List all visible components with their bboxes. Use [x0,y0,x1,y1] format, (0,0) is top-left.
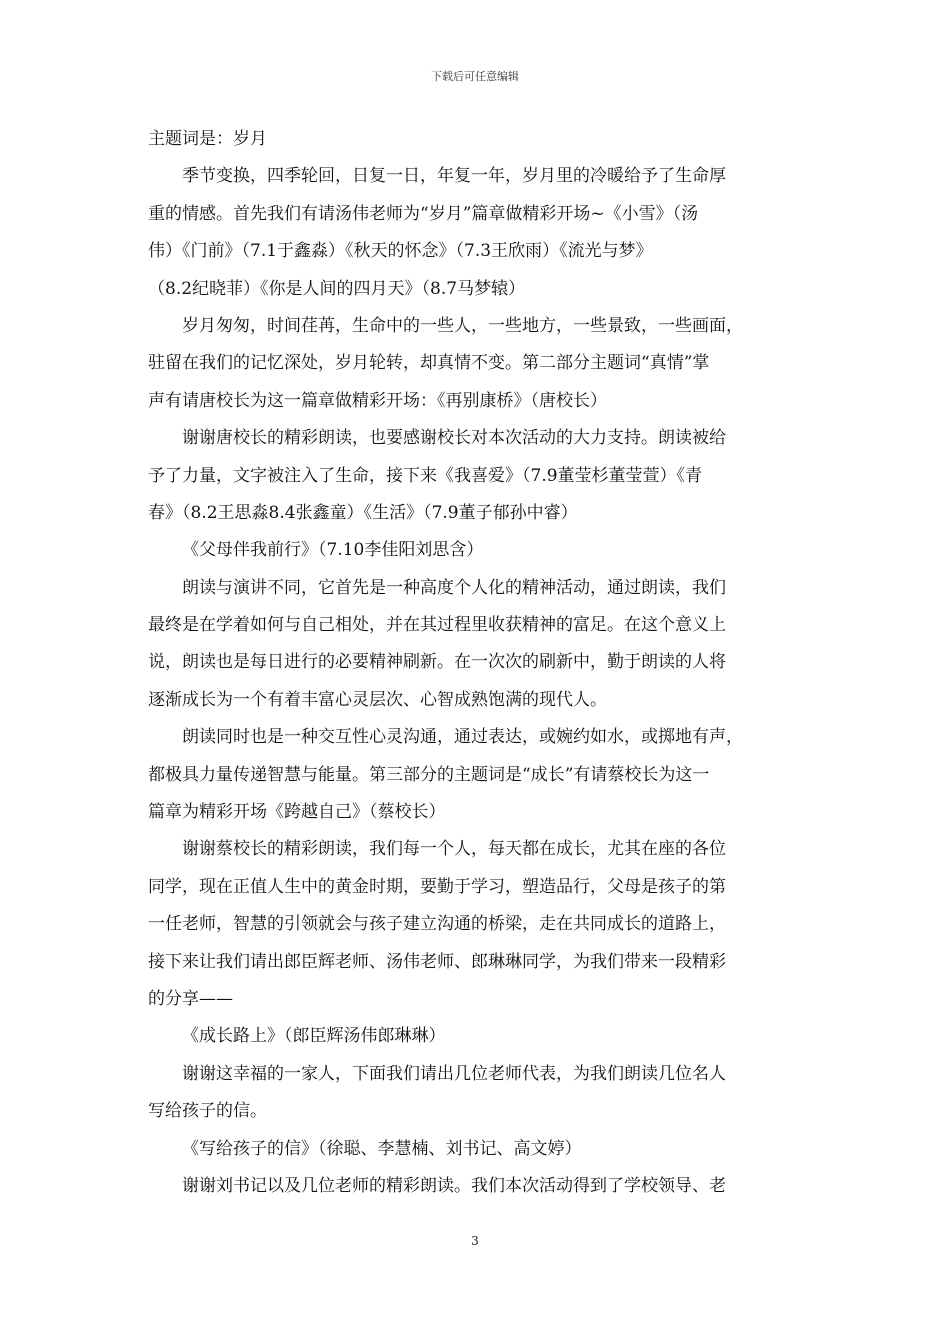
text-line: 一任老师，智慧的引领就会与孩子建立沟通的桥梁，走在共同成长的道路上， [148,914,726,935]
text-line: 最终是在学着如何与自己相处，并在其过程里收获精神的富足。在这个意义上 [148,615,726,636]
text-line: （8.2纪晓菲）《你是人间的四月天》（8.7马梦辕） [148,278,526,299]
text-line: 同学，现在正值人生中的黄金时期，要勤于学习，塑造品行，父母是孩子的第 [148,876,726,897]
text-line: 《写给孩子的信》（徐聪、李慧楠、刘书记、高文婷） [182,1138,582,1159]
text-line: 季节变换，四季轮回，日复一日，年复一年，岁月里的冷暖给予了生命厚 [182,166,726,187]
text-line: 驻留在我们的记忆深处，岁月轮转，却真情不变。第二部分主题词“真情”掌 [148,353,710,374]
text-line: 伟）《门前》（7.1于鑫淼）《秋天的怀念》（7.3王欣雨）《流光与梦》 [148,241,653,262]
text-line: 朗读与演讲不同，它首先是一种高度个人化的精神活动，通过朗读，我们 [182,577,726,598]
text-line: 重的情感。首先我们有请汤伟老师为“岁月”篇章做精彩开场~《小雪》（汤 [148,203,699,224]
text-line: 《父母伴我前行》（7.10李佳阳刘思含） [182,540,484,561]
text-line: 主题词是：岁月 [148,129,267,149]
text-line: 写给孩子的信。 [148,1101,267,1122]
text-line: 岁月匆匆，时间荏苒，生命中的一些人，一些地方，一些景致，一些画面， [182,315,743,336]
text-line: 接下来让我们请出郎臣辉老师、汤伟老师、郎琳琳同学，为我们带来一段精彩 [148,951,726,972]
text-line: 春》（8.2王思淼8.4张鑫童）《生活》（7.9董子郁孙中睿） [148,502,578,523]
text-line: 篇章为精彩开场《跨越自己》（蔡校长） [148,802,446,823]
text-line: 朗读同时也是一种交互性心灵沟通，通过表达，或婉约如水，或掷地有声， [182,727,743,748]
text-line: 谢谢这幸福的一家人，下面我们请出几位老师代表，为我们朗读几位名人 [182,1063,726,1084]
text-line: 都极具力量传递智慧与能量。第三部分的主题词是“成长”有请蔡校长为这一 [148,764,710,785]
text-line: 谢谢蔡校长的精彩朗读，我们每一个人，每天都在成长，尤其在座的各位 [182,839,726,860]
text-line: 谢谢唐校长的精彩朗读，也要感谢校长对本次活动的大力支持。朗读被给 [182,428,726,449]
text-line: 《成长路上》（郎臣辉汤伟郎琳琳） [182,1026,446,1047]
text-line: 予了力量，文字被注入了生命，接下来《我喜爱》（7.9董莹杉董莹萱）《青 [148,465,703,486]
text-line: 逐渐成长为一个有着丰富心灵层次、心智成熟饱满的现代人。 [148,689,607,710]
text-line: 的分享—— [148,988,233,1009]
document-body [148,121,810,1205]
text-line: 声有请唐校长为这一篇章做精彩开场：《再别康桥》（唐校长） [148,390,607,411]
text-line: 说，朗读也是每日进行的必要精神刷新。在一次次的刷新中，勤于朗读的人将 [148,652,726,673]
page-header: 下载后可任意编辑 [431,70,519,83]
page-number: 3 [471,1234,479,1248]
text-line: 谢谢刘书记以及几位老师的精彩朗读。我们本次活动得到了学校领导、老 [182,1175,726,1196]
